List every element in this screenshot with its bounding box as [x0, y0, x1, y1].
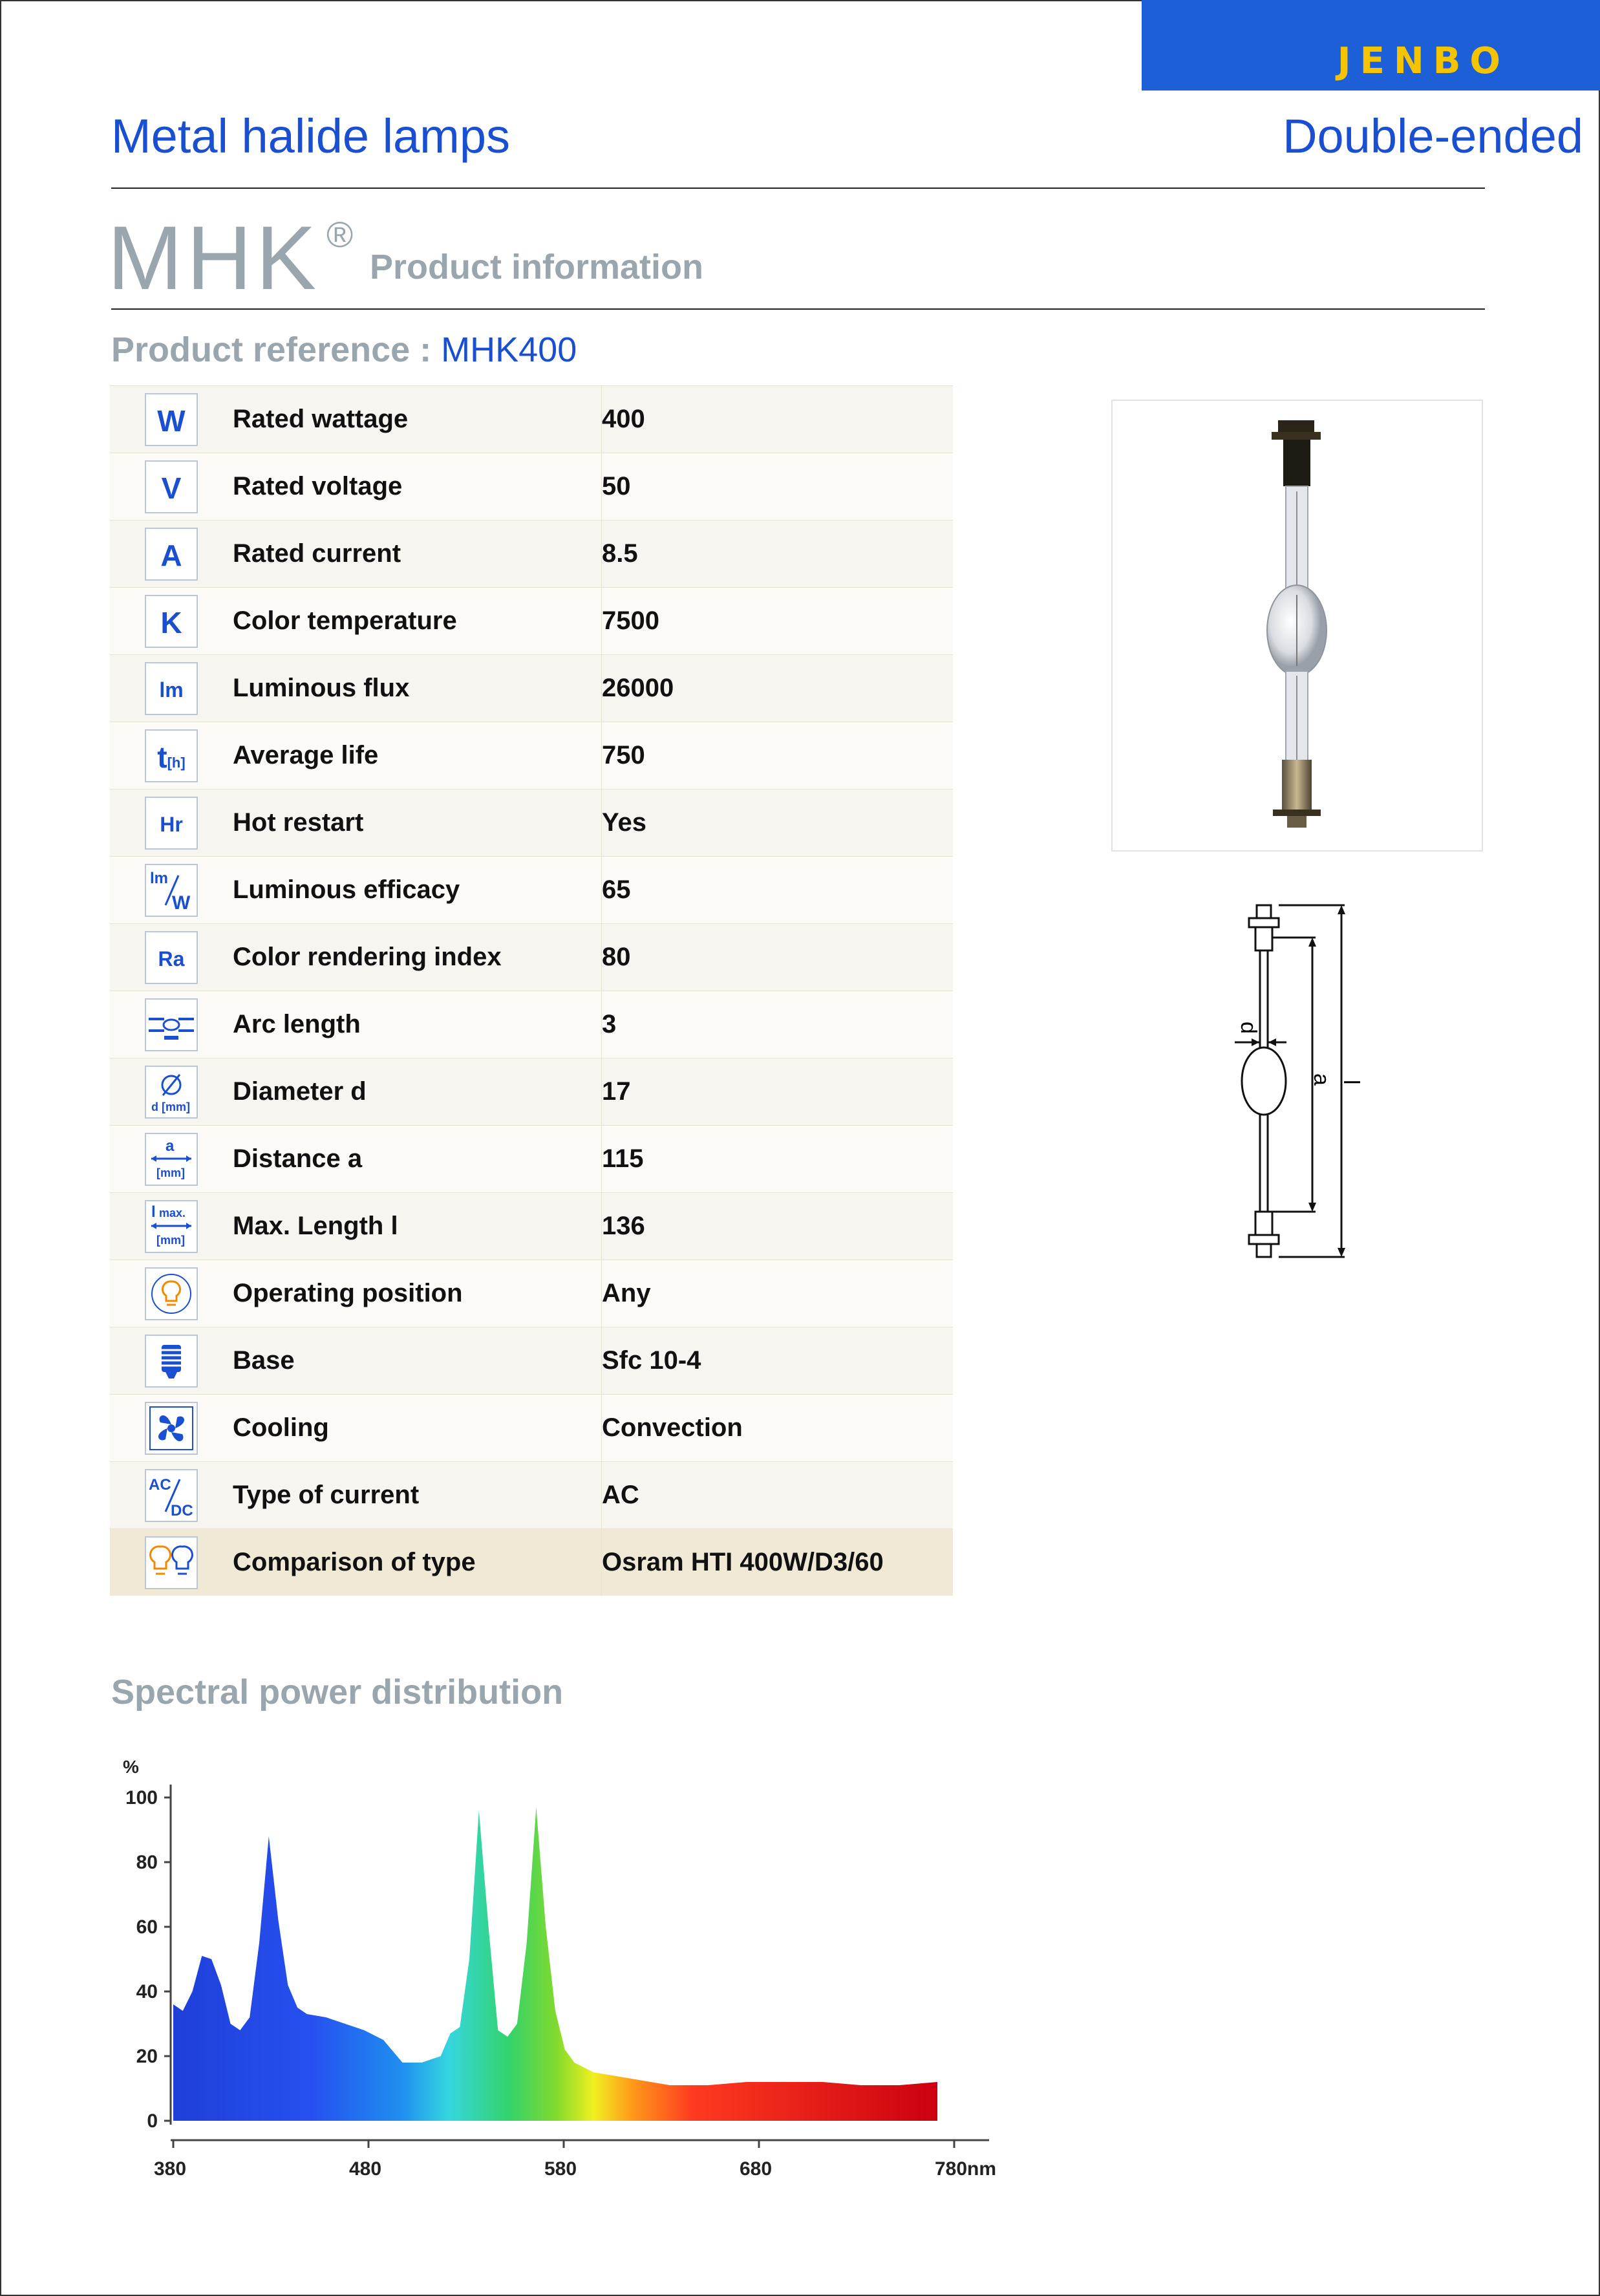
header-divider	[111, 188, 1485, 189]
spec-label: Rated current	[233, 520, 602, 588]
cri-icon: Ra	[145, 931, 198, 984]
operating-position-icon	[145, 1267, 198, 1320]
registered-mark: ®	[326, 214, 354, 255]
spec-label: Color rendering index	[233, 924, 602, 991]
spec-label: Diameter d	[233, 1058, 602, 1126]
spec-label: Base	[233, 1327, 602, 1395]
spec-label: Luminous flux	[233, 655, 602, 722]
spec-icon-cell	[110, 655, 233, 722]
fan-icon	[145, 1402, 198, 1455]
spec-icon-cell	[110, 991, 233, 1058]
spec-value: Yes	[602, 789, 954, 857]
drawing-label-d: d	[1236, 1022, 1261, 1034]
max-length-icon	[145, 1200, 198, 1253]
x-tick-label: 480	[349, 2158, 382, 2180]
spec-icon-cell	[110, 924, 233, 991]
spectral-chart	[97, 1746, 1034, 2198]
spec-value: 136	[602, 1193, 954, 1260]
spec-table	[110, 385, 953, 1596]
svg-text:max.: max.	[159, 1206, 186, 1219]
y-axis-label: %	[123, 1757, 139, 1777]
spec-value: Any	[602, 1260, 954, 1327]
volt-icon: V	[145, 460, 198, 513]
current-type-icon	[145, 1469, 198, 1522]
y-tick-label: 0	[147, 2110, 158, 2132]
x-tick-label: 380	[154, 2158, 187, 2180]
y-tick-label: 100	[125, 1787, 158, 1808]
spec-label: Rated voltage	[233, 453, 602, 520]
svg-text:DC: DC	[171, 1501, 193, 1519]
x-tick-label: 580	[544, 2158, 577, 2180]
spec-row	[110, 453, 953, 520]
lamp-photo	[1111, 400, 1483, 852]
spec-value: 17	[602, 1058, 954, 1126]
lamp-type-title: Double-ended	[1283, 109, 1583, 163]
spec-row	[110, 588, 953, 655]
watt-icon: W	[145, 393, 198, 446]
spec-label: Arc length	[233, 991, 602, 1058]
svg-text:[mm]: [mm]	[156, 1166, 185, 1179]
diameter-icon	[145, 1066, 198, 1119]
spectral-title: Spectral power distribution	[111, 1673, 564, 1711]
spec-row	[110, 1395, 953, 1462]
spec-value: 400	[602, 386, 954, 453]
drawing-label-l: l	[1339, 1080, 1363, 1085]
spec-label: Operating position	[233, 1260, 602, 1327]
spec-row	[110, 1193, 953, 1260]
category-title: Metal halide lamps	[111, 109, 510, 163]
y-tick-label: 20	[136, 2046, 158, 2067]
spec-row	[110, 1260, 953, 1327]
spec-label: Average life	[233, 722, 602, 789]
spec-row	[110, 1058, 953, 1126]
spec-value: Osram HTI 400W/D3/60	[602, 1529, 954, 1596]
spec-row	[110, 924, 953, 991]
spec-icon-cell	[110, 722, 233, 789]
spec-label: Comparison of type	[233, 1529, 602, 1596]
y-tick-label: 60	[136, 1916, 158, 1938]
spec-icon-cell	[110, 1193, 233, 1260]
distance-icon	[145, 1133, 198, 1186]
spec-label: Distance a	[233, 1126, 602, 1193]
spec-label: Cooling	[233, 1395, 602, 1462]
spec-value: 80	[602, 924, 954, 991]
spec-label: Color temperature	[233, 588, 602, 655]
spec-row	[110, 1529, 953, 1596]
life-hours-icon: t[h]	[145, 729, 198, 782]
spec-icon-cell	[110, 520, 233, 588]
svg-text:lm: lm	[150, 869, 169, 887]
spec-icon-cell	[110, 1462, 233, 1529]
spec-icon-cell	[110, 386, 233, 453]
spec-row	[110, 857, 953, 924]
comparison-bulbs-icon	[145, 1536, 198, 1589]
title-divider	[111, 308, 1485, 310]
spec-row	[110, 1126, 953, 1193]
spec-value: AC	[602, 1462, 954, 1529]
spec-icon-cell	[110, 857, 233, 924]
svg-text:d [mm]: d [mm]	[151, 1100, 190, 1113]
x-tick-label: 680	[740, 2158, 773, 2180]
spec-icon-cell	[110, 1529, 233, 1596]
spec-value: 750	[602, 722, 954, 789]
product-reference-label: Product reference :	[111, 330, 442, 369]
spec-icon-cell	[110, 1126, 233, 1193]
product-info-subtitle: Product information	[370, 248, 703, 286]
spectrum-area	[173, 1807, 937, 2121]
spec-icon-cell	[110, 789, 233, 857]
spec-row	[110, 1462, 953, 1529]
spec-value: 7500	[602, 588, 954, 655]
spec-label: Hot restart	[233, 789, 602, 857]
hot-restart-icon: Hr	[145, 797, 198, 850]
spec-label: Max. Length l	[233, 1193, 602, 1260]
product-reference	[111, 330, 577, 370]
product-family: MHK	[107, 207, 321, 308]
spec-row	[110, 722, 953, 789]
arc-length-icon	[145, 998, 198, 1051]
spec-label: Luminous efficacy	[233, 857, 602, 924]
spec-value: Convection	[602, 1395, 954, 1462]
brand-banner	[1142, 0, 1600, 91]
y-tick-label: 80	[136, 1852, 158, 1873]
spec-icon-cell	[110, 1058, 233, 1126]
spec-row	[110, 655, 953, 722]
spec-row	[110, 520, 953, 588]
spec-label: Type of current	[233, 1462, 602, 1529]
spec-value: 50	[602, 453, 954, 520]
x-tick-label: 780nm	[935, 2158, 997, 2180]
kelvin-icon: K	[145, 595, 198, 648]
spec-icon-cell	[110, 1395, 233, 1462]
spec-row	[110, 1327, 953, 1395]
spec-icon-cell	[110, 1327, 233, 1395]
spec-icon-cell	[110, 1260, 233, 1327]
spec-icon-cell	[110, 453, 233, 520]
lumen-icon: lm	[145, 662, 198, 715]
spec-value: 8.5	[602, 520, 954, 588]
product-reference-code: MHK400	[441, 330, 577, 369]
spec-row	[110, 991, 953, 1058]
svg-text:AC: AC	[149, 1475, 171, 1494]
spec-row	[110, 789, 953, 857]
ampere-icon: A	[145, 528, 198, 581]
svg-text:[mm]: [mm]	[156, 1233, 185, 1247]
spec-value: 115	[602, 1126, 954, 1193]
svg-text:a: a	[165, 1137, 175, 1155]
spec-value: 65	[602, 857, 954, 924]
brand-logo: JENBO	[1337, 40, 1509, 82]
spec-value: Sfc 10-4	[602, 1327, 954, 1395]
spec-row	[110, 386, 953, 453]
svg-text:l: l	[151, 1203, 156, 1221]
y-tick-label: 40	[136, 1981, 158, 2002]
spec-value: 3	[602, 991, 954, 1058]
base-icon	[145, 1335, 198, 1388]
spec-icon-cell	[110, 588, 233, 655]
spec-value: 26000	[602, 655, 954, 722]
spec-label: Rated wattage	[233, 386, 602, 453]
dimension-drawing	[1209, 892, 1364, 1264]
efficacy-icon	[145, 864, 198, 917]
svg-text:W: W	[172, 892, 191, 914]
drawing-label-a: a	[1309, 1073, 1334, 1086]
